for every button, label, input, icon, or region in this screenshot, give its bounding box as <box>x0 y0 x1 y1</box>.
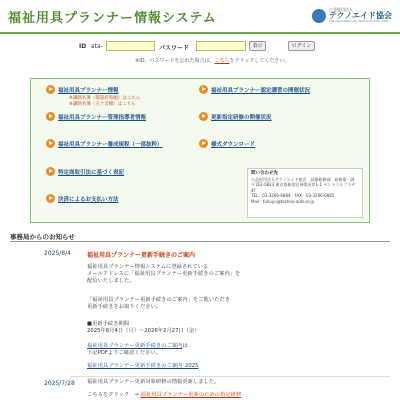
news-pdf-row <box>87 363 198 370</box>
forgot-suffix: をクリックしてください。 <box>229 58 290 64</box>
arrow-icon <box>199 139 208 148</box>
designated-training-link[interactable]: 福祉用具プランナー更新のための指定研修 <box>140 392 242 398</box>
news-title: 福祉用具プランナー更新手続きのご案内 <box>87 252 196 259</box>
contact-line: 公益財団法人テクノエイド協会 試験研修部 研修第一課 <box>251 176 355 182</box>
menu-form-download[interactable]: 様式ダウンロード <box>211 142 256 148</box>
news-body-text: こちらをクリック → <box>87 392 139 398</box>
instructor-list-prefecture-link[interactable]: ※講師名簿（都道府県順）はこちら <box>69 96 141 101</box>
instructor-list-kana-link[interactable]: ※講師名簿（五十音順）はこちら <box>69 102 136 107</box>
menu-training-rules[interactable]: 福祉用具プランナー養成規程（一部抜粋） <box>58 142 163 148</box>
news-guide-paragraph <box>87 343 188 357</box>
org-english-name: The Association for Technical Aids (ATA) <box>328 19 389 23</box>
menu-commercial-law[interactable]: 特定商取引法に基づく表記 <box>58 170 125 176</box>
password-label: パスワード <box>159 45 190 52</box>
news-item-divider <box>70 376 390 377</box>
menu-manager-info[interactable]: 福祉用具プランナー管理指導者情報 <box>58 115 147 121</box>
news-renewal-period <box>87 321 200 335</box>
contact-title: 問い合わせ先 <box>251 171 278 176</box>
news-body-line: 更新手続きをお取りください。 <box>87 304 162 310</box>
news-divider <box>10 241 390 242</box>
id-input[interactable] <box>106 41 155 51</box>
arrow-icon <box>199 85 208 94</box>
contact-box <box>247 168 363 218</box>
arrow-icon <box>46 85 55 94</box>
forgot-credentials-notice <box>135 57 289 64</box>
password-input[interactable] <box>196 41 246 51</box>
news-body-paragraph <box>87 392 241 399</box>
contact-line: Mail：fukuyu@techno-aids.or.jp <box>251 198 315 204</box>
arrow-icon <box>46 194 55 203</box>
news-body-line: 下記PDFよりご確認ください。 <box>87 350 161 356</box>
forgot-link[interactable]: こちら <box>214 58 230 64</box>
news-body-paragraph <box>87 297 230 311</box>
renewal-guide-pdf-link[interactable]: 福祉用具プランナー更新手続きのご案内_2025 <box>87 363 199 369</box>
news-body-line: メールアドレスに「福祉用具プランナー更新手続きのご案内」を <box>87 271 241 277</box>
login-button[interactable]: ログイン <box>288 41 315 51</box>
news-date: 2025/7/28 <box>44 380 75 387</box>
news-body-line: ■更新手続き期間 <box>87 321 130 327</box>
id-label: ID <box>79 43 87 50</box>
news-date: 2025/8/4 <box>44 250 71 257</box>
arrow-icon <box>199 112 208 121</box>
news-body-text: は <box>182 343 188 349</box>
site-title: 福祉用具プランナー情報システム <box>8 11 217 26</box>
contact-line: TEL：03-3266-6884 FAX：03-3266-6885 <box>251 193 335 198</box>
org-type: 公益財団法人 <box>328 7 353 12</box>
arrow-icon <box>46 167 55 176</box>
news-title: 福祉用具プランナー更新対象研修の情報更新しました。 <box>87 379 220 385</box>
arrow-icon <box>46 112 55 121</box>
news-body-line: 福祉用具プランナー情報システムに登録されている <box>87 264 209 270</box>
header <box>0 0 400 34</box>
news-body-line: 配信いたしました。 <box>87 278 135 284</box>
forgot-prefix: ※ID、パスワードを忘れた場合は、 <box>135 58 215 64</box>
contact-line: 〒162-0823 東京都新宿区神楽河岸1-1 セントラルプラザ4F <box>251 182 356 193</box>
news-body-line: 2025年8月4日（月）～2026年2月27日（金） <box>87 328 200 334</box>
org-logo-icon <box>312 9 326 23</box>
news-body-paragraph <box>87 264 240 285</box>
arrow-icon <box>46 139 55 148</box>
menu-course-status[interactable]: 福祉用具プランナー認定講習の開催状況 <box>211 88 311 94</box>
menu-payment-methods[interactable]: 決済によるお支払い方法 <box>58 197 119 203</box>
org-name: テクノエイド協会 <box>328 11 392 20</box>
news-heading: 事務局からのお知らせ <box>10 233 75 241</box>
id-prefix: ata- <box>91 43 103 50</box>
menu-renewal-training-status[interactable]: 更新指定研修の開催状況 <box>211 115 272 121</box>
renewal-guide-link[interactable]: 福祉用具プランナー更新手続きのご案内 <box>87 343 183 349</box>
org-logo[interactable] <box>312 8 392 23</box>
show-password-button[interactable]: 表示 <box>249 41 266 51</box>
login-form <box>0 40 400 54</box>
news-body-line: 「福祉用具プランナー更新手続きのご案内」をご覧いただき <box>87 297 231 303</box>
menu-planner-info[interactable]: 福祉用具プランナー情報 <box>58 88 119 94</box>
